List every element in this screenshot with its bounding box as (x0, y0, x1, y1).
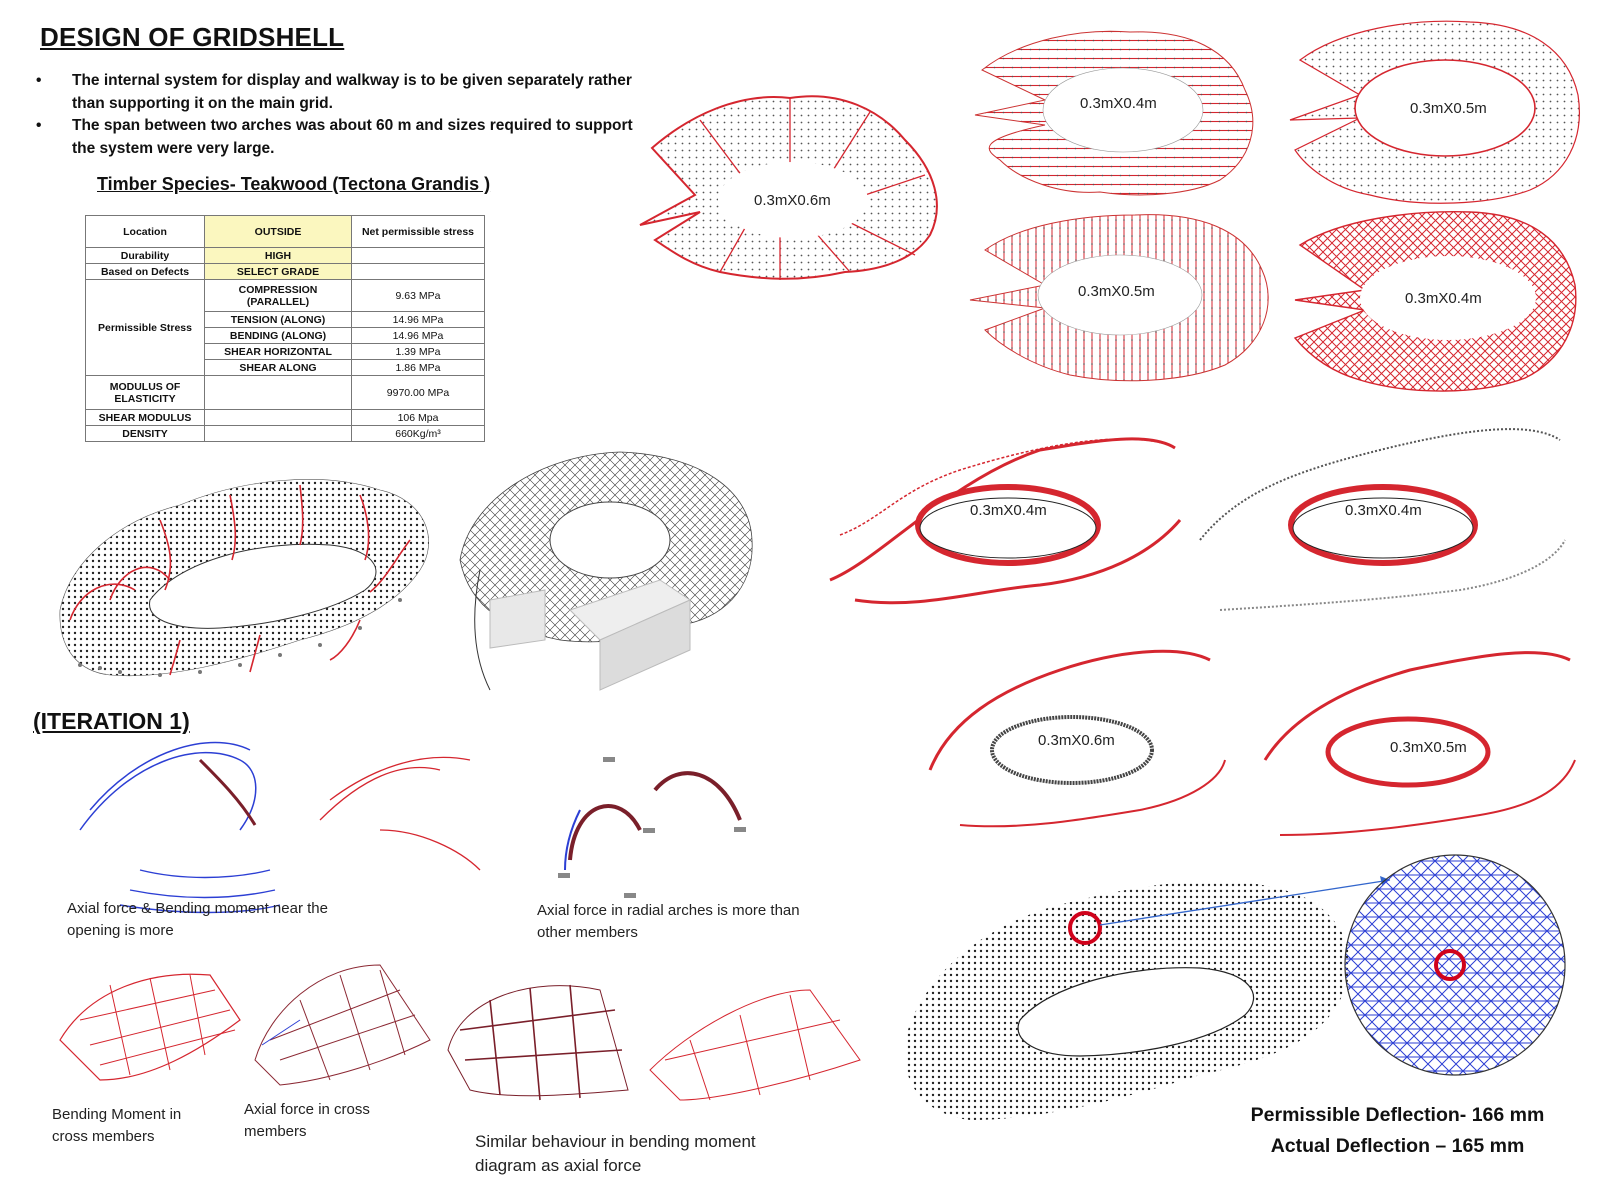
table-cell: 106 Mpa (352, 410, 485, 426)
axial-bending-opening-diagram (80, 743, 480, 913)
permissible-deflection: Permissible Deflection- 166 mm (1250, 1104, 1545, 1126)
table-cell: Net permissible stress (352, 216, 485, 248)
table-cell: OUTSIDE (205, 216, 352, 248)
plan-label: 0.3mX0.5m (1078, 283, 1155, 300)
ring-label: 0.3mX0.4m (1345, 502, 1422, 519)
table-cell: Permissible Stress (86, 280, 205, 376)
gridshell-plan-d (970, 215, 1268, 381)
table-cell: SELECT GRADE (205, 264, 352, 280)
gridshell-plan-c (1290, 21, 1579, 203)
table-cell: BENDING (ALONG) (205, 328, 352, 344)
ring-elevation-a (830, 439, 1180, 603)
table-cell: 1.39 MPa (352, 344, 485, 360)
caption-axial-cross: Axial force in cross members (244, 1101, 370, 1140)
table-cell: SHEAR ALONG (205, 360, 352, 376)
actual-deflection: Actual Deflection – 165 mm (1270, 1135, 1525, 1157)
rendered-mesh-view (448, 448, 758, 693)
table-cell: TENSION (ALONG) (205, 312, 352, 328)
gridshell-plan-b (975, 31, 1253, 195)
table-cell: 14.96 MPa (352, 312, 485, 328)
plan-label: 0.3mX0.4m (1080, 95, 1157, 112)
table-cell: 9970.00 MPa (352, 376, 485, 410)
table-cell: 9.63 MPa (352, 280, 485, 312)
page-title: DESIGN OF GRIDSHELL (40, 22, 345, 52)
table-cell: Durability (86, 248, 205, 264)
ring-label: 0.3mX0.6m (1038, 732, 1115, 749)
gridshell-plan-radial-arches (640, 96, 937, 280)
table-cell: 660Kg/m³ (352, 426, 485, 442)
table-cell: COMPRESSION (PARALLEL) (205, 280, 352, 312)
deflection-3d-view (904, 876, 1390, 1120)
bullet-item: • The span between two arches was about 60 m and sizes required to support the system were very large. (36, 115, 636, 160)
caption-similar-behaviour: Similar behaviour in bending moment diagram as axial force (475, 1132, 756, 1175)
bending-moment-cross-diagram (60, 974, 240, 1080)
ring-elevation-b (1200, 429, 1565, 610)
table-cell: SHEAR HORIZONTAL (205, 344, 352, 360)
similar-behaviour-diagram (448, 985, 860, 1100)
table-cell: Location (86, 216, 205, 248)
table-cell: DENSITY (86, 426, 205, 442)
table-cell: Based on Defects (86, 264, 205, 280)
plan-label: 0.3mX0.5m (1410, 100, 1487, 117)
table-cell: 1.86 MPa (352, 360, 485, 376)
species-heading: Timber Species- Teakwood (Tectona Grandis ) (97, 174, 491, 194)
gridshell-3d-view (60, 479, 429, 677)
zoom-circle-detail (1345, 855, 1565, 1075)
bullet-item: • The internal system for display and walkway is to be given separately rather than supporting it on the main grid. (36, 70, 636, 115)
table-cell: 14.96 MPa (352, 328, 485, 344)
axial-force-cross-diagram (255, 965, 430, 1085)
gridshell-plan-e (1295, 212, 1576, 391)
table-cell: HIGH (205, 248, 352, 264)
caption-axial-radial: Axial force in radial arches is more than other members (537, 902, 800, 941)
iteration-heading: (ITERATION 1) (33, 708, 190, 734)
ring-label: 0.3mX0.5m (1390, 739, 1467, 756)
ring-label: 0.3mX0.4m (970, 502, 1047, 519)
radial-arches-diagram (558, 757, 746, 898)
plan-label: 0.3mX0.6m (754, 192, 831, 209)
caption-bending-cross: Bending Moment in cross members (52, 1106, 182, 1145)
ring-elevation-d (1265, 653, 1575, 835)
ring-elevation-c (930, 651, 1225, 826)
table-cell: SHEAR MODULUS (86, 410, 205, 426)
caption-axial-bending-opening: Axial force & Bending moment near the opening is more (67, 900, 328, 939)
table-cell: MODULUS OF ELASTICITY (86, 376, 205, 410)
plan-label: 0.3mX0.4m (1405, 290, 1482, 307)
